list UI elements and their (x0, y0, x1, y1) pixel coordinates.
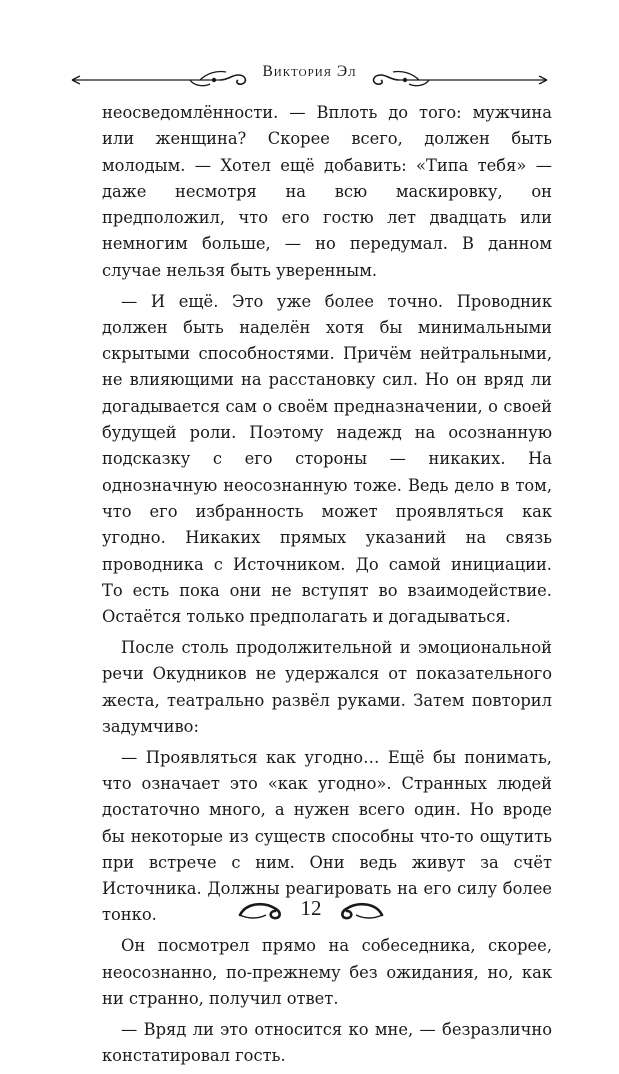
paragraph-1: неосведомлённости. — Вплоть до того: мужчина или женщина? Скорее всего, должен быть молодым. — Хотел ещё добавить: «Типа тебя» — даже несмотря на всю маскировку, он предположил, что его гостю лет двадцать или немногим больше, — но передумал. В данном случае нельзя быть уверенным. (102, 103, 552, 280)
paragraph-3: После столь продолжительной и эмоциональной речи Окудников не удержался от показательного жеста, театрально развёл руками. Затем повторил задумчиво: (102, 637, 552, 736)
page-body (102, 100, 552, 1074)
page-number: 12 (300, 896, 322, 920)
page-footer (236, 895, 386, 925)
paragraph-6: — Вряд ли это относится ко мне, — безразлично констатировал гость. (102, 1019, 552, 1065)
paragraph-5: Он посмотрел прямо на собеседника, скорее, неосознанно, по-прежнему без ожидания, но, как ни странно, получил ответ. (102, 936, 552, 1008)
paragraph-2: — И ещё. Это уже более точно. Проводник должен быть наделён хотя бы минимальными скрытыми способностями. Причём нейтральными, не влияющими на расстановку сил. Но он вряд ли догадывается сам о своём предназначении, о своей будущей роли. Поэтому надежд на осознанную подсказку с его стороны — никаких. На однозначную неосознанную тоже. Ведь дело в том, что его избранность может проявляться как угодно. Никаких прямых указаний на связь проводника с Источником. До самой инициации. То есть пока они не вступят во взаимодействие. Остаётся только предполагать и догадываться. (102, 291, 552, 627)
running-header (70, 56, 549, 96)
paragraph-4: — Проявляться как угодно… Ещё бы понимать, что означает это «как угодно». Странных людей достаточно много, а нужен всего один. Но вроде бы некоторые из существ способны что-то ощутить при встрече с ним. Они ведь живут за счёт Источника. Должны реагировать на его силу более тонко. (102, 747, 552, 925)
author-name: Виктория Эл (262, 63, 357, 80)
